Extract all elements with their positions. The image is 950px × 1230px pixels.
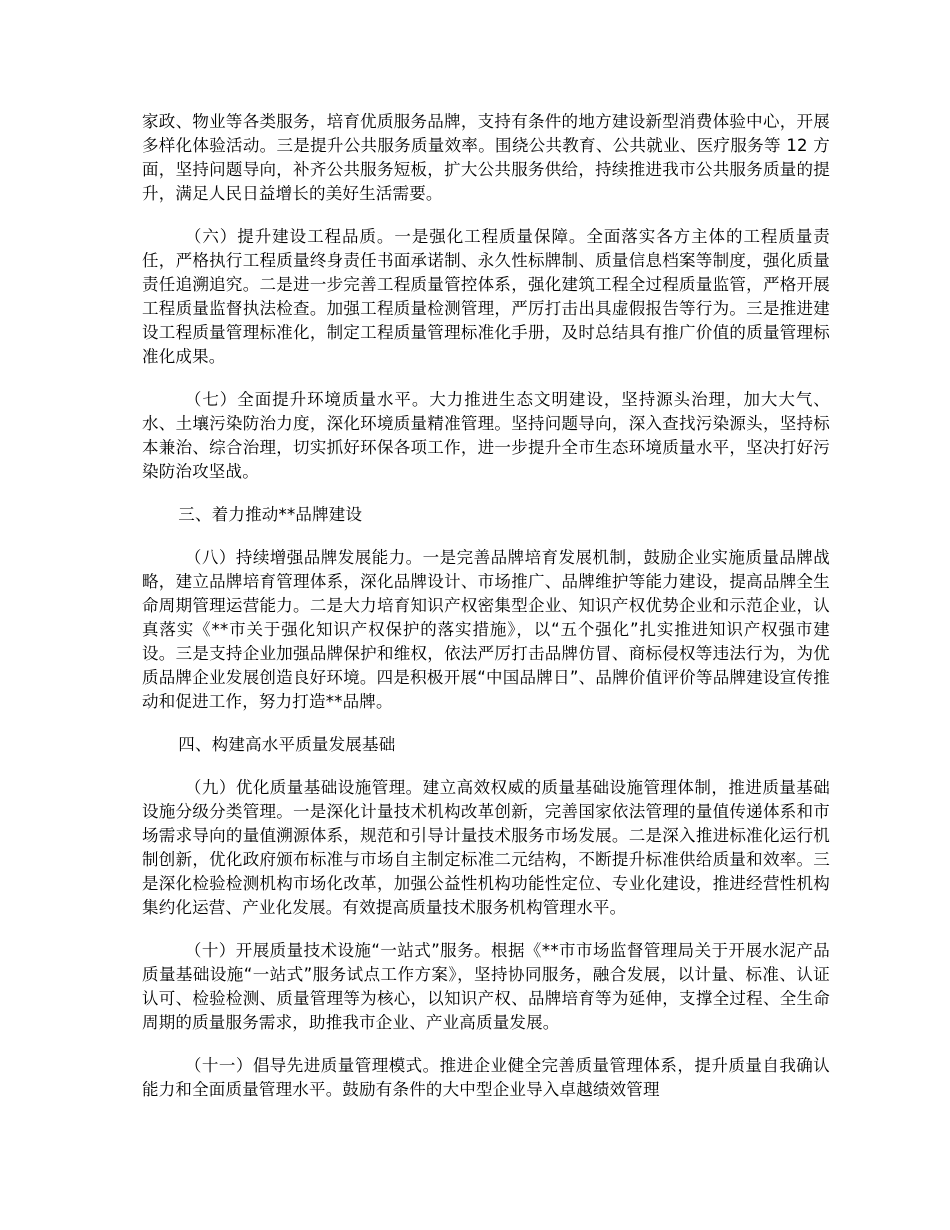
paragraph-section-8-brand-capability: （八）持续增强品牌发展能力。一是完善品牌培育发展机制，鼓励企业实施质量品牌战略，建立品牌培育管理体系，深化品牌设计、市场推广、品牌维护等能力建设，提高品牌全生命周期管理运营能力。二是大力培育知识产权密集型企业、知识产权优势企业和示范企业，认真落实《**市关于强化知识产权保护的落实措施》，以“五个强化”扎实推进知识产权强市建设。三是支持企业加强品牌保护和维权，依法严厉打击品牌仿冒、商标侵权等违法行为，为优质品牌企业发展创造良好环境。四是积极开展“中国品牌日”、品牌价值评价等品牌建设宣传推动和促进工作，努力打造**品牌。 [142, 548, 830, 711]
document-body [142, 110, 830, 1121]
paragraph-section-6-construction-quality: （六）提升建设工程品质。一是强化工程质量保障。全面落实各方主体的工程质量责任，严格执行工程质量终身责任书面承诺制、永久性标牌制、质量信息档案等制度，强化质量责任追溯追究。二是进一步完善工程质量管控体系，强化建筑工程全过程质量监管，严格开展工程质量监督执法检查。加强工程质量检测管理，严厉打击出具虚假报告等行为。三是推进建设工程质量管理标准化，制定工程质量管理标准化手册，及时总结具有推广价值的质量管理标准化成果。 [142, 227, 830, 366]
paragraph-section-9-infrastructure-management: （九）优化质量基础设施管理。建立高效权威的质量基础设施管理体制，推进质量基础设施分级分类管理。一是深化计量技术机构改革创新，完善国家依法管理的量值传递体系和市场需求导向的量值溯源体系，规范和引导计量技术服务市场发展。二是深入推进标准化运行机制创新，优化政府颁布标准与市场自主制定标准二元结构，不断提升标准供给质量和效率。三是深化检验检测机构市场化改革，加强公益性机构功能性定位、专业化建设，推进经营性机构集约化运营、产业化发展。有效提高质量技术服务机构管理水平。 [142, 778, 830, 917]
paragraph-section-10-one-stop-service: （十）开展质量技术设施“一站式”服务。根据《**市市场监督管理局关于开展水泥产品质量基础设施“一站式”服务试点工作方案》，坚持协同服务，融合发展，以计量、标准、认证认可、检验检测、质量管理等为核心，以知识产权、品牌培育等为延伸，支撑全过程、全生命周期的质量服务需求，助推我市企业、产业高质量发展。 [142, 941, 830, 1032]
paragraph-section-7-environment-quality: （七）全面提升环境质量水平。大力推进生态文明建设，坚持源头治理，加大大气、水、土壤污染防治力度，深化环境质量精准管理。坚持问题导向，深入查找污染源头，坚持标本兼治、综合治理，切实抓好环保各项工作，进一步提升全市生态环境质量水平，坚决打好污染防治攻坚战。 [142, 390, 830, 481]
heading-part-3-brand-building: 三、着力推动**品牌建设 [178, 505, 363, 524]
heading-part-4-quality-foundation: 四、构建高水平质量发展基础 [178, 735, 396, 754]
paragraph-services-continuation: 家政、物业等各类服务，培育优质服务品牌，支持有条件的地方建设新型消费体验中心，开展多样化体验活动。三是提升公共服务质量效率。围绕公共教育、公共就业、医疗服务等 12 方面，坚持问题导向，补齐公共服务短板，扩大公共服务供给，持续推进我市公共服务质量的提升，满足人民日益增长的美好生活需要。 [142, 112, 830, 203]
paragraph-section-11-quality-management-mode: （十一）倡导先进质量管理模式。推进企业健全完善质量管理体系，提升质量自我确认能力和全面质量管理水平。鼓励有条件的大中型企业导入卓越绩效管理 [142, 1056, 830, 1099]
